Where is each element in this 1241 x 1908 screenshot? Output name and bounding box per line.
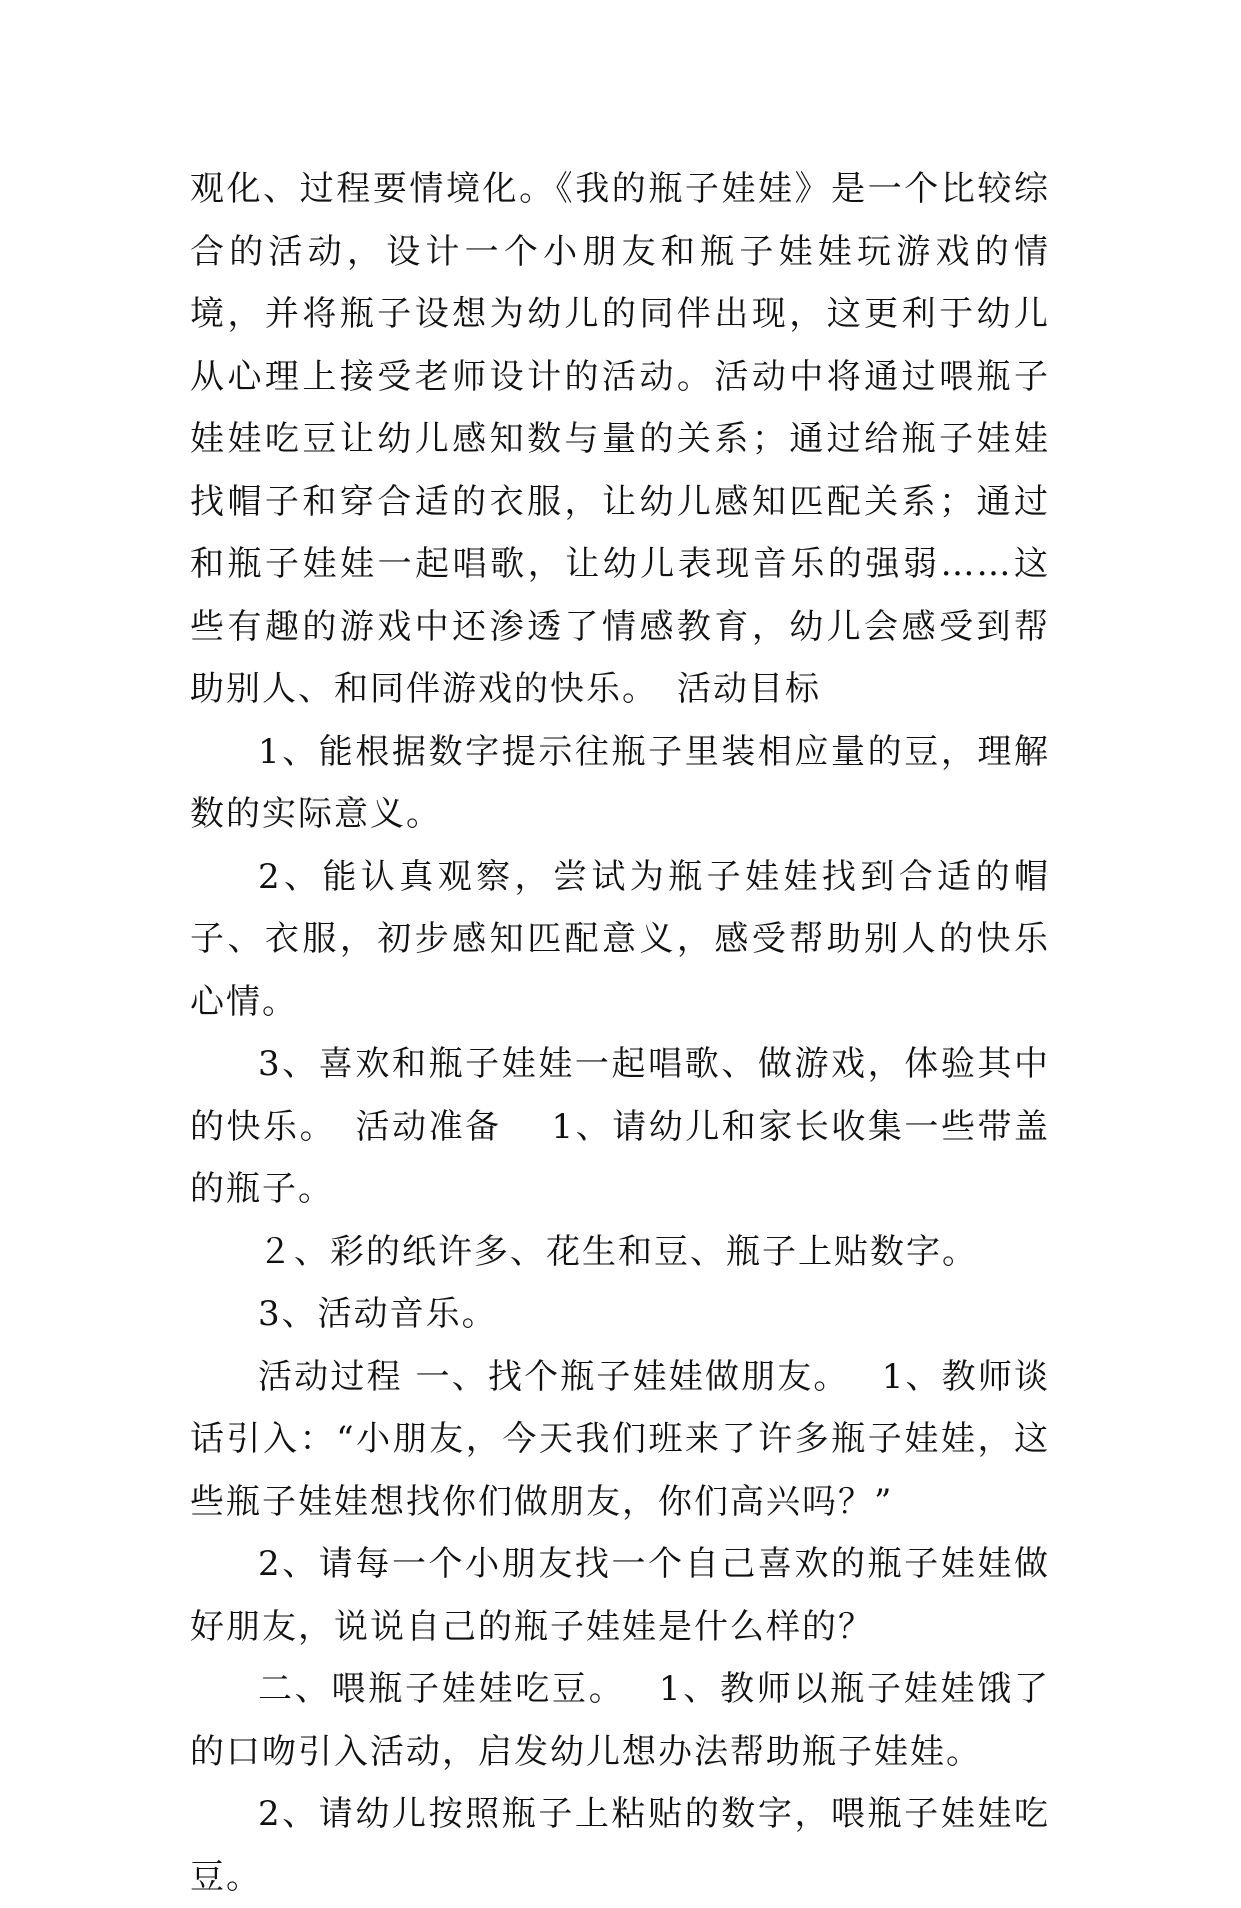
paragraph-intro: 观化、过程要情境化。《我的瓶子娃娃》是一个比较综合的活动，设计一个小朋友和瓶子娃娃玩游戏的情境，并将瓶子设想为幼儿的同伴出现，这更利于幼儿从心理上接受老师设计的活动。活动中将通过喂瓶子娃娃吃豆让幼儿感知数与量的关系；通过给瓶子娃娃找帽子和穿合适的衣服，让幼儿感知匹配关系；通过和瓶子娃娃一起唱歌，让幼儿表现音乐的强弱……这些有趣的游戏中还渗透了情感教育，幼儿会感受到帮助别人、和同伴游戏的快乐。 活动目标 (190, 169, 1050, 709)
paragraph-preparation-3: 3、活动音乐。 (258, 1294, 498, 1334)
paragraph-goal-2: 2、能认真观察，尝试为瓶子娃娃找到合适的帽子、衣服，初步感知匹配意义，感受帮助别人的快乐心情。 (190, 856, 1050, 1022)
paragraph-process-2: 2、请每一个小朋友找一个自己喜欢的瓶子娃娃做好朋友，说说自己的瓶子娃娃是什么样的？ (190, 1544, 1050, 1647)
paragraph-preparation-2: ２、彩的纸许多、花生和豆、瓶子上贴数字。 (258, 1231, 978, 1272)
paragraph-goal-3-preparation: 3、喜欢和瓶子娃娃一起唱歌、做游戏，体验其中的快乐。 活动准备 1、请幼儿和家长收集一些带盖的瓶子。 (190, 1044, 1050, 1209)
paragraph-process-feed: 2、请幼儿按照瓶子上粘贴的数字，喂瓶子娃娃吃豆。 (190, 1794, 1050, 1897)
document-body (190, 158, 1050, 1908)
paragraph-goal-1: 1、能根据数字提示往瓶子里装相应量的豆，理解数的实际意义。 (190, 731, 1050, 834)
paragraph-process-section-2: 二、喂瓶子娃娃吃豆。 1、教师以瓶子娃娃饿了的口吻引入活动，启发幼儿想办法帮助瓶子娃娃。 (190, 1669, 1050, 1772)
paragraph-process-1: 活动过程 一、找个瓶子娃娃做朋友。 1、教师谈话引入：“小朋友，今天我们班来了许多瓶子娃娃，这些瓶子娃娃想找你们做朋友，你们高兴吗？” (190, 1356, 1050, 1522)
